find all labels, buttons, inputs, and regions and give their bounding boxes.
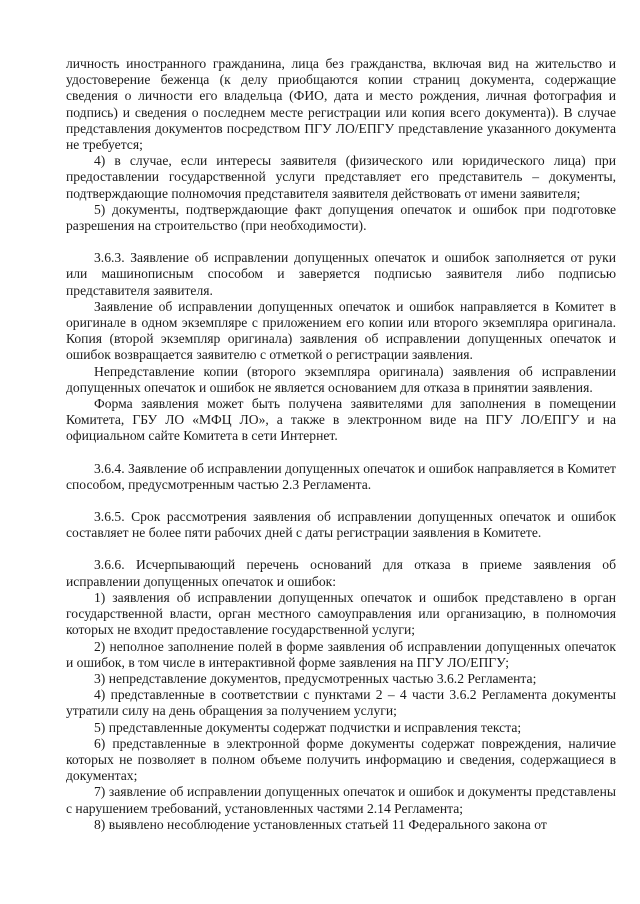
paragraph: 8) выявлено несоблюдение установленных статьей 11 Федерального закона от (94, 816, 547, 832)
paragraph: Непредставление копии (второго экземпляра оригинала) заявления об исправлении допущенных опечаток и ошибок не является основанием для отказа в принятии заявления. (66, 363, 616, 395)
paragraph: 3.6.4. Заявление об исправлении допущенных опечаток и ошибок направляется в Комитет способом, предусмотренным частью 2.3 Регламента. (66, 460, 616, 492)
paragraph: 3.6.3. Заявление об исправлении допущенных опечаток и ошибок заполняется от руки или машинописным способом и заверяется подписью заявителя либо подписью представителя заявителя. (66, 250, 616, 298)
scan-mark (264, 0, 278, 4)
paragraph: 3.6.5. Срок рассмотрения заявления об исправлении допущенных опечаток и ошибок составляет не более пяти рабочих дней с даты регистрации заявления в Комитете. (66, 509, 616, 541)
document-page (66, 56, 616, 833)
paragraph: Заявление об исправлении допущенных опечаток и ошибок направляется в Комитет в оригинале в одном экземпляре с приложением его копии или второго экземпляра оригинала. Копия (второй экземпляр оригинала) заявления об исправлении допущенных опечаток и ошибок возвращается заявителю с отметкой о регистрации заявления. (66, 298, 616, 363)
paragraph: 6) представленные в электронной форме документы содержат повреждения, наличие которых не позволяет в полном объеме получить информацию и сведения, содержащиеся в документах; (66, 735, 616, 784)
paragraph: 4) представленные в соответствии с пунктами 2 – 4 части 3.6.2 Регламента документы утратили силу на день обращения за получением услуги; (66, 687, 616, 719)
paragraph: 4) в случае, если интересы заявителя (физического или юридического лица) при предоставлении государственной услуги представляет его представитель – документы, подтверждающие полномочия представителя заявителя действовать от имени заявителя; (66, 153, 616, 201)
paragraph: 5) документы, подтверждающие факт допущения опечаток и ошибок при подготовке разрешения на строительство (при необходимости). (66, 201, 616, 234)
paragraph: Форма заявления может быть получена заявителями для заполнения в помещении Комитета, ГБУ ЛО «МФЦ ЛО», а также в электронном виде на ПГУ ЛО/ЕПГУ и на официальном сайте Комитета в сети Интернет. (66, 396, 616, 444)
paragraph: 2) неполное заполнение полей в форме заявления об исправлении допущенных опечаток и ошибок, в том числе в интерактивной форме заявления на ПГУ ЛО/ЕПГУ; (66, 638, 616, 670)
paragraph: 5) представленные документы содержат подчистки и исправления текста; (94, 719, 522, 735)
paragraph: 7) заявление об исправлении допущенных опечаток и ошибок и документы представлены с нарушением требований, установленных частями 2.14 Регламента; (66, 784, 616, 816)
paragraph: 3.6.6. Исчерпывающий перечень оснований для отказа в приеме заявления об исправлении допущенных опечаток и ошибок: (66, 557, 616, 589)
paragraph: 1) заявления об исправлении допущенных опечаток и ошибок представлено в орган государственной власти, орган местного самоуправления или организацию, в полномочия которых не входит предоставление государственной услуги; (66, 589, 616, 638)
paragraph: личность иностранного гражданина, лица без гражданства, включая вид на жительство и удостоверение беженца (к делу приобщаются копии страниц документа, содержащие сведения о личности его владельца (ФИО, дата и место рождения, личная фотография и подпись) и сведения о последнем месте регистрации или копия всего документа)). В случае представления документов посредством ПГУ ЛО/ЕПГУ представление указанного документа не требуется; (66, 56, 616, 153)
paragraph: 3) непредставление документов, предусмотренных частью 3.6.2 Регламента; (94, 670, 537, 686)
